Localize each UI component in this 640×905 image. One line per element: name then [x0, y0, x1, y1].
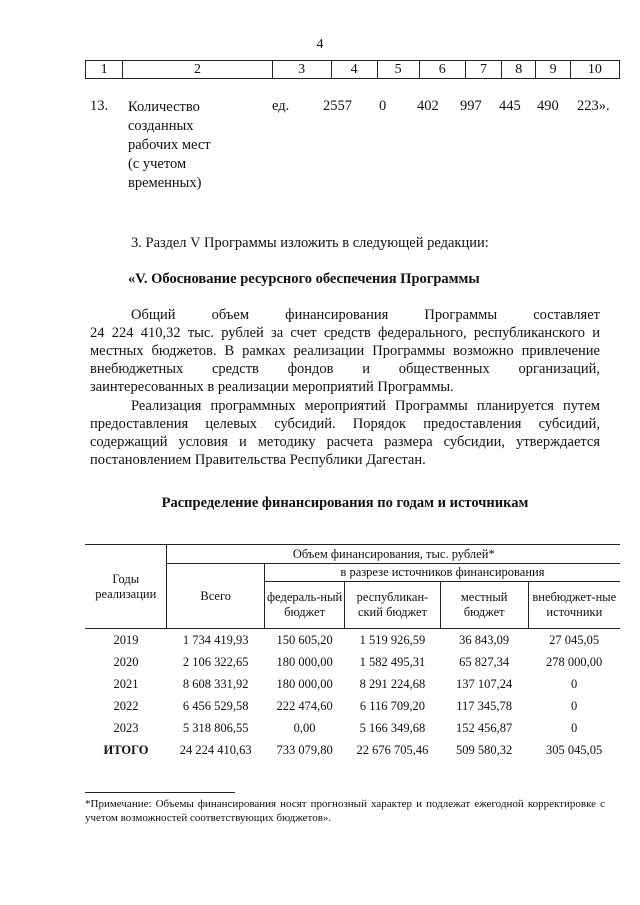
cell-republic: 6 116 709,20 [359, 698, 426, 713]
header-years: Годы реализации [85, 545, 167, 629]
table-row [85, 695, 620, 717]
row-number: 13. [90, 98, 109, 114]
col-num-9: 9 [536, 61, 570, 79]
cell-total: 2 106 322,65 [182, 654, 249, 669]
para2-line: Реализация программных мероприятий Программы планируется путем [131, 398, 600, 414]
cell-year: 2019 [113, 632, 139, 647]
para2-line: предоставления целевых субсидий. Порядок предоставления субсидий, [90, 416, 600, 432]
cell-federal: 733 079,80 [276, 742, 333, 757]
para2-line: содержащий условия и методику расчета размера субсидии, утверждается [90, 434, 600, 450]
name-line: созданных [128, 118, 194, 134]
header-total: Всего [167, 564, 264, 629]
col-num-4: 4 [331, 61, 377, 79]
col-num-8: 8 [502, 61, 536, 79]
cell-local: 152 456,87 [456, 720, 513, 735]
cell-republic: 8 291 224,68 [359, 676, 426, 691]
cell-year: 2021 [113, 676, 139, 691]
cell-local: 509 580,32 [456, 742, 513, 757]
name-line: рабочих мест [128, 137, 211, 153]
row-value: 223». [577, 98, 610, 114]
cell-extra: 0 [570, 698, 578, 713]
header-sources: в разрезе источников финансирования [264, 564, 620, 582]
row-value: 997 [460, 98, 482, 114]
cell-local: 137 107,24 [456, 676, 513, 691]
financing-table [85, 544, 620, 761]
cell-total: 24 224 410,63 [179, 742, 252, 757]
cell-total: 8 608 331,92 [182, 676, 249, 691]
cell-federal: 180 000,00 [276, 654, 333, 669]
header-local: местный бюджет [440, 582, 528, 629]
para1-line: заинтересованных в реализации мероприятий Программы. [90, 379, 454, 395]
table-row [85, 629, 620, 652]
cell-republic: 5 166 349,68 [359, 720, 426, 735]
paragraph-1 [90, 306, 600, 396]
col-num-3: 3 [272, 61, 331, 79]
cell-local: 65 827,34 [459, 654, 510, 669]
row-indicator-name [128, 98, 211, 193]
column-number-header [85, 60, 620, 79]
paragraph-2 [90, 397, 600, 469]
row-value: 445 [499, 98, 521, 114]
cell-local: 36 843,09 [459, 632, 510, 647]
table-row [85, 673, 620, 695]
cell-federal: 150 605,20 [276, 632, 333, 647]
name-line: Количество [128, 99, 200, 115]
row-value: 490 [537, 98, 559, 114]
cell-year: 2020 [113, 654, 139, 669]
cell-year: ИТОГО [103, 742, 149, 757]
cell-extra: 0 [570, 720, 578, 735]
page-number: 4 [316, 37, 324, 52]
para1-line: 24 224 410,32 тыс. рублей за счет средств федерального, республиканского и [90, 325, 600, 341]
col-num-10: 10 [570, 61, 619, 79]
para1-line: внебюджетных средств фондов и общественных организаций, [90, 361, 600, 377]
footnote-divider [85, 792, 235, 793]
cell-extra: 0 [570, 676, 578, 691]
col-num-1: 1 [86, 61, 123, 79]
cell-federal: 180 000,00 [276, 676, 333, 691]
col-num-2: 2 [123, 61, 273, 79]
name-line: (с учетом [128, 156, 187, 172]
cell-federal: 222 474,60 [276, 698, 333, 713]
row-value: 0 [379, 98, 387, 114]
header-republic: республикан-ский бюджет [345, 582, 440, 629]
table-title: Распределение финансирования по годам и источникам [161, 495, 529, 511]
header-extra: внебюджет-ные источники [528, 582, 620, 629]
section-title: «V. Обоснование ресурсного обеспечения Программы [128, 271, 480, 287]
cell-republic: 1 519 926,59 [359, 632, 426, 647]
row-value: 2557 [323, 98, 352, 114]
cell-year: 2022 [113, 698, 139, 713]
para1-line: Общий объем финансирования Программы составляет [131, 307, 600, 323]
table-total-row [85, 739, 620, 761]
footnote: *Примечание: Объемы финансирования носят прогнозный характер и подлежат ежегодной корректировке с учетом возможностей соответствующих бюджетов». [85, 798, 605, 824]
cell-extra: 278 000,00 [545, 654, 603, 669]
row-value: 402 [417, 98, 439, 114]
cell-extra: 305 045,05 [545, 742, 603, 757]
cell-federal: 0,00 [293, 720, 316, 735]
instruction-text: 3. Раздел V Программы изложить в следующей редакции: [131, 235, 489, 251]
cell-extra: 27 045,05 [549, 632, 600, 647]
col-num-6: 6 [419, 61, 465, 79]
cell-total: 1 734 419,93 [182, 632, 249, 647]
table-row [85, 717, 620, 739]
para1-line: местных бюджетов. В рамках реализации Программы возможно привлечение [90, 343, 600, 359]
cell-local: 117 345,78 [456, 698, 513, 713]
cell-republic: 1 582 495,31 [359, 654, 426, 669]
col-num-5: 5 [377, 61, 419, 79]
cell-total: 5 318 806,55 [182, 720, 249, 735]
cell-year: 2023 [113, 720, 139, 735]
cell-total: 6 456 529,58 [182, 698, 249, 713]
para2-line: постановлением Правительства Республики Дагестан. [90, 452, 426, 468]
col-num-7: 7 [465, 61, 501, 79]
cell-republic: 22 676 705,46 [356, 742, 429, 757]
header-federal: федераль-ный бюджет [264, 582, 344, 629]
header-volume: Объем финансирования, тыс. рублей* [167, 545, 620, 564]
name-line: временных) [128, 175, 202, 191]
table-row [85, 651, 620, 673]
row-unit: ед. [272, 98, 290, 114]
